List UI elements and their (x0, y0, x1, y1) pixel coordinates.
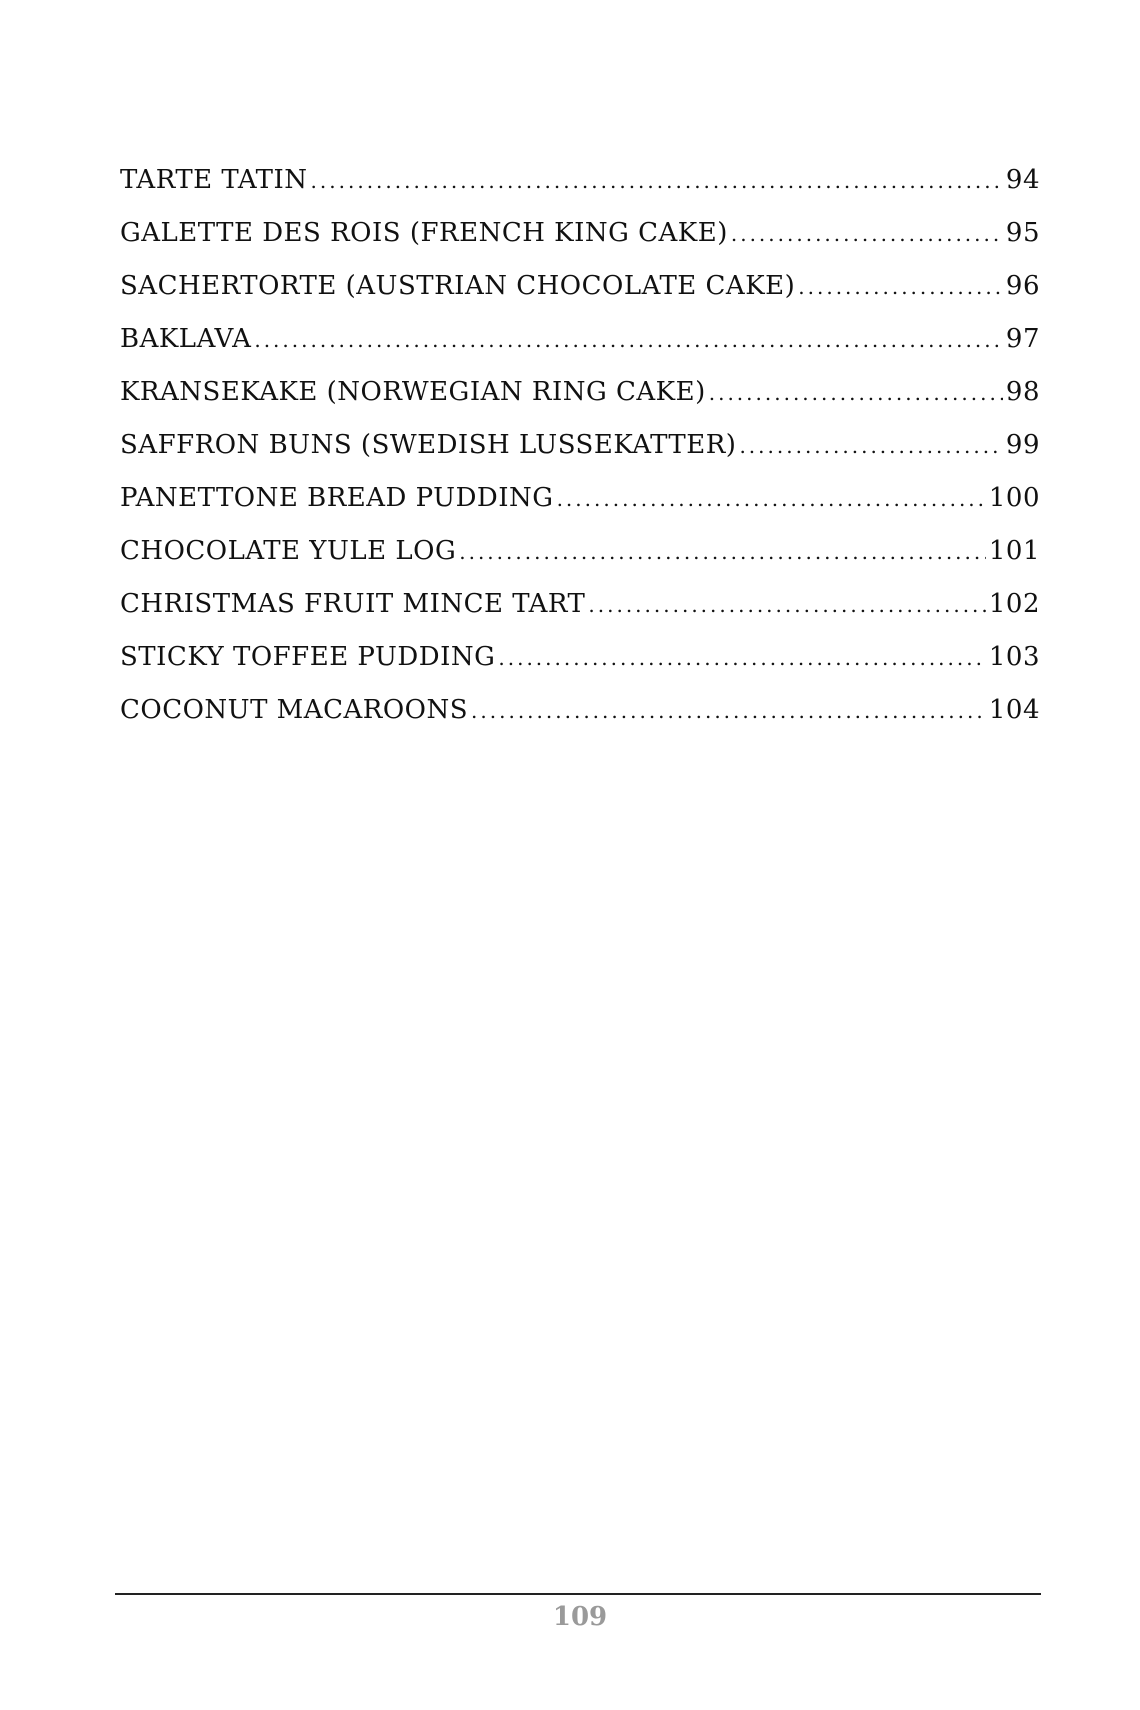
page-number: 109 (552, 1602, 608, 1632)
toc-dot-leader (588, 593, 985, 617)
toc-entry-title: STICKY TOFFEE PUDDING (120, 642, 496, 672)
toc-entry-page: 97 (1005, 324, 1040, 354)
toc-dot-leader (798, 275, 1003, 299)
toc-entry[interactable] (120, 589, 1040, 642)
toc-entry-page: 99 (1005, 430, 1040, 460)
toc-dot-leader (254, 328, 1003, 352)
toc-dot-leader (311, 169, 1003, 193)
toc-dot-leader (471, 699, 986, 723)
toc-entry-title: KRANSEKAKE (NORWEGIAN RING CAKE) (120, 377, 706, 407)
toc-dot-leader (557, 487, 986, 511)
table-of-contents (120, 165, 1040, 748)
toc-entry-page: 101 (988, 536, 1040, 566)
toc-entry[interactable] (120, 642, 1040, 695)
toc-entry[interactable] (120, 695, 1040, 748)
toc-entry-title: SAFFRON BUNS (SWEDISH LUSSEKATTER) (120, 430, 737, 460)
toc-entry-title: COCONUT MACAROONS (120, 695, 469, 725)
toc-entry[interactable] (120, 165, 1040, 218)
toc-entry-page: 98 (1005, 377, 1040, 407)
toc-entry-page: 96 (1005, 271, 1040, 301)
toc-entry-title: PANETTONE BREAD PUDDING (120, 483, 554, 513)
toc-entry-page: 102 (988, 589, 1040, 619)
toc-entry-title: CHRISTMAS FRUIT MINCE TART (120, 589, 586, 619)
toc-entry-page: 95 (1005, 218, 1040, 248)
toc-entry-page: 100 (988, 483, 1040, 513)
toc-entry[interactable] (120, 430, 1040, 483)
toc-entry[interactable] (120, 271, 1040, 324)
toc-dot-leader (709, 381, 1003, 405)
toc-dot-leader (731, 222, 1003, 246)
toc-entry-page: 94 (1005, 165, 1040, 195)
toc-entry[interactable] (120, 218, 1040, 271)
toc-entry-title: CHOCOLATE YULE LOG (120, 536, 457, 566)
footer-divider (115, 1593, 1041, 1595)
toc-dot-leader (498, 646, 985, 670)
toc-entry-title: BAKLAVA (120, 324, 252, 354)
toc-entry[interactable] (120, 324, 1040, 377)
toc-entry-page: 104 (988, 695, 1040, 725)
toc-entry[interactable] (120, 483, 1040, 536)
toc-entry[interactable] (120, 377, 1040, 430)
toc-dot-leader (459, 540, 986, 564)
toc-entry-page: 103 (988, 642, 1040, 672)
toc-dot-leader (739, 434, 1002, 458)
toc-entry-title: SACHERTORTE (AUSTRIAN CHOCOLATE CAKE) (120, 271, 796, 301)
toc-entry[interactable] (120, 536, 1040, 589)
toc-entry-title: TARTE TATIN (120, 165, 308, 195)
toc-entry-title: GALETTE DES ROIS (FRENCH KING CAKE) (120, 218, 728, 248)
